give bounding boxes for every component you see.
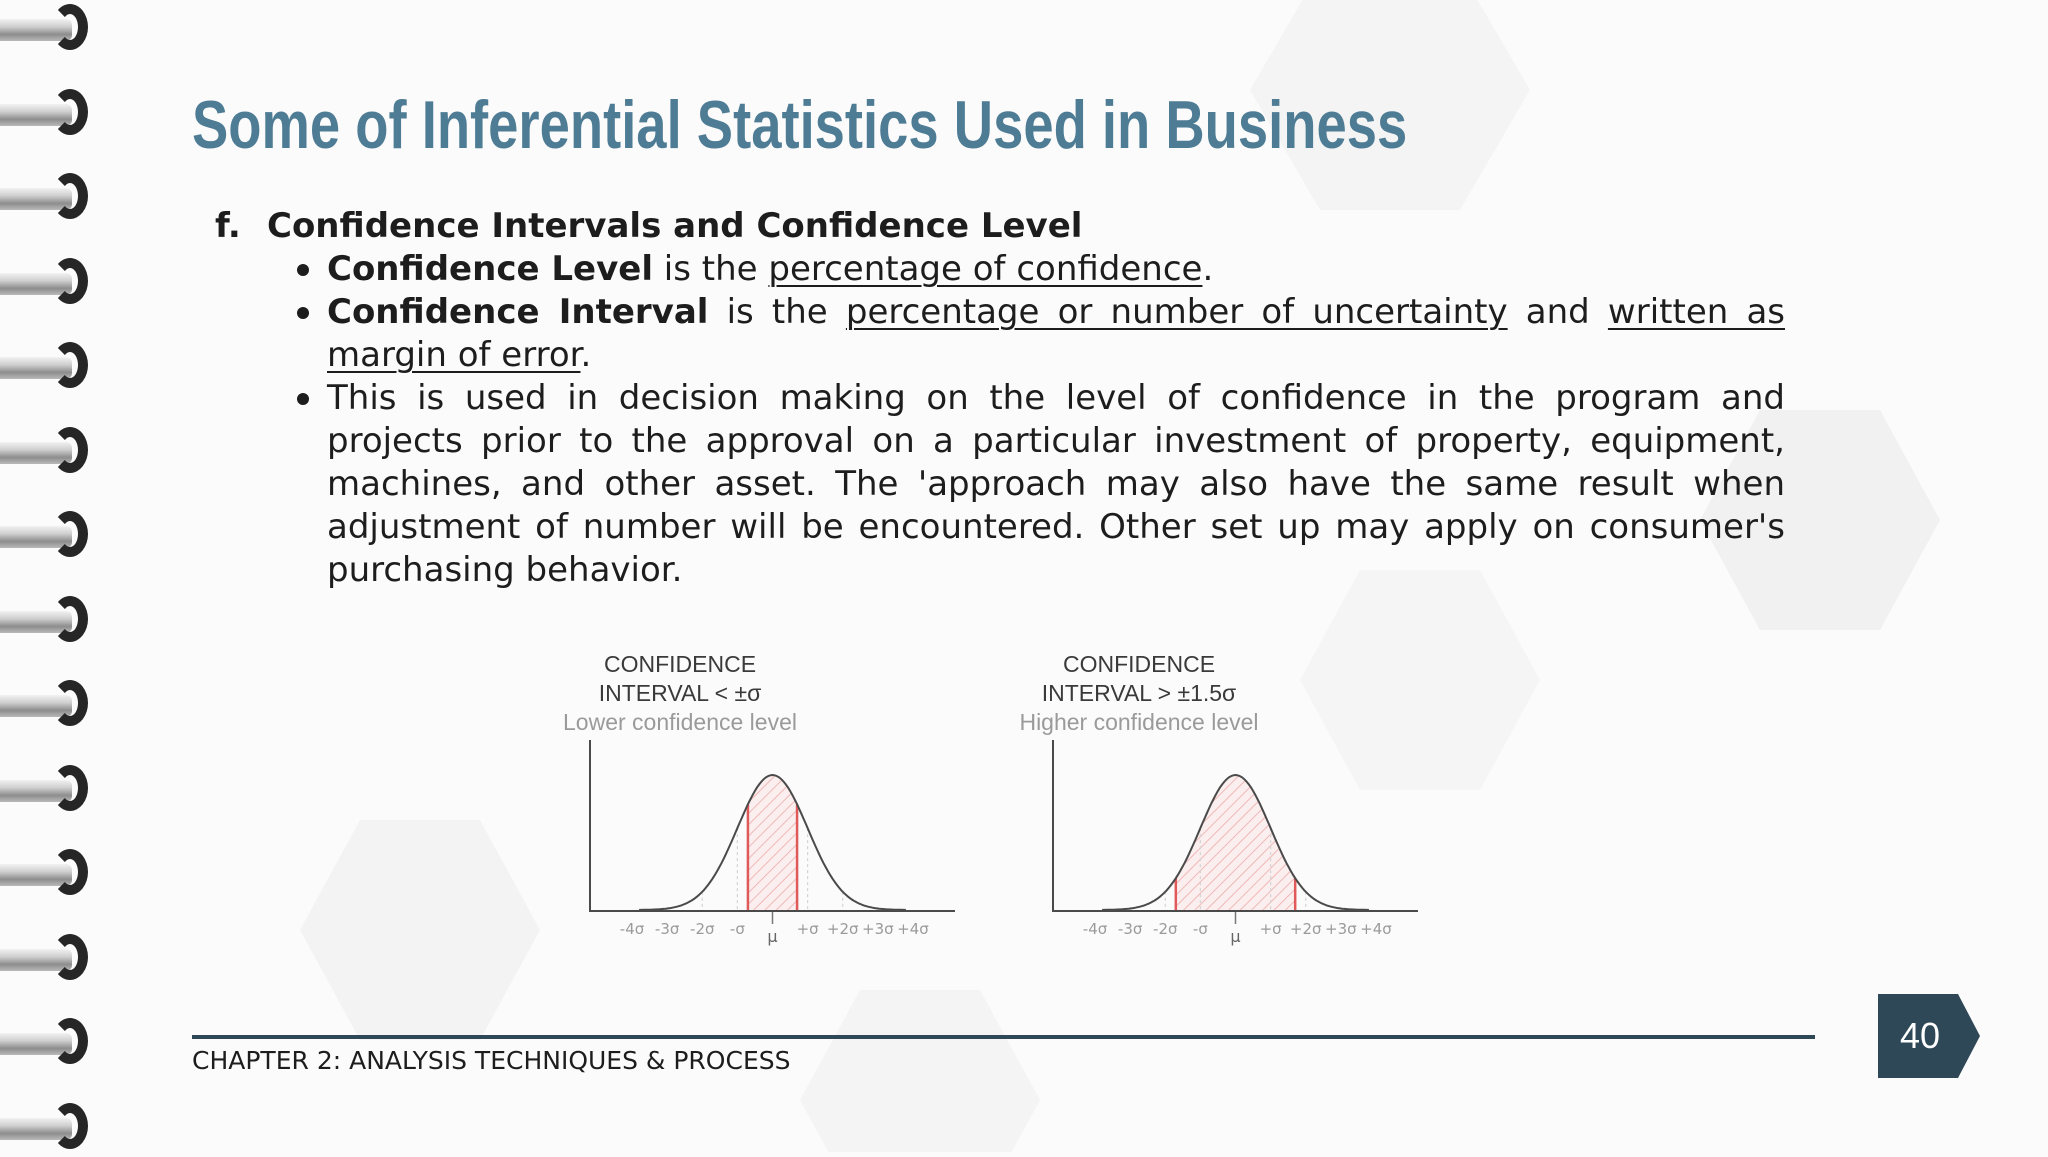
chart1-tick-label: +2σ [826,920,859,938]
chart2-tick-label: -σ [1192,920,1208,938]
spiral-ring [0,425,110,481]
bullet-text: and [1507,292,1608,332]
bell-curve-charts [500,620,1550,980]
section-heading [215,205,1785,248]
page-number-badge [1878,994,1983,1078]
chart1-subtitle: Lower confidence level [563,709,797,735]
chart2-title-line1: CONFIDENCE [1062,651,1216,677]
bullet-text: is the [652,249,769,289]
spiral-ring [0,763,110,819]
underlined-phrase: percentage or number of uncertainty [845,292,1508,332]
bullet-punctuation: . [1202,249,1214,289]
bullet-text: is the [708,292,846,332]
chart2-tick-label: -4σ [1082,920,1108,938]
term-confidence-level: Confidence Level [327,249,653,289]
spiral-ring [0,2,110,58]
chart1-title-line1: CONFIDENCE [603,651,757,677]
chart2-tick-label: +σ [1259,920,1282,938]
term-confidence-interval: Confidence Interval [327,292,709,332]
footer-divider [192,1035,1815,1039]
bullet-list [215,248,1785,592]
chart1-tick-label: -3σ [654,920,680,938]
chart1-interval-area [748,775,797,910]
chart2-tick-label: -2σ [1153,920,1178,938]
bullet-punctuation: . [580,335,592,375]
underlined-phrase: written as margin of error [327,292,1785,375]
spiral-ring [0,171,110,227]
bullet-confidence-interval [327,291,1785,377]
spiral-ring [0,678,110,734]
bullet-confidence-level [327,248,1785,291]
page-number: 40 [1899,1015,1941,1056]
chart2-tick-label: +3σ [1325,920,1357,938]
section-letter: f. [215,206,241,246]
chart1-title-line2: INTERVAL < ±σ [598,680,762,706]
chart2-subtitle: Higher confidence level [1019,709,1259,735]
chart2-tick-label: -3σ [1117,920,1143,938]
chart2-title-line2: INTERVAL > ±1.5σ [1041,680,1237,706]
chart1-tick-label: -4σ [619,920,645,938]
chart1-tick-label: +3σ [862,920,894,938]
spiral-ring [0,340,110,396]
chapter-footer: CHAPTER 2: ANALYSIS TECHNIQUES & PROCESS [192,1046,791,1075]
bullet-decision-making: This is used in decision making on the level of confidence in the program and projects prior to the approval on a particular investment of property, equipment, machines, and other asset. The 'approach may also have the same result when adjustment of number will be encountered. Other set up may apply on consumer's purchasing behavior. [327,378,1785,590]
spiral-ring [0,594,110,650]
chart1-tick-label: +4σ [897,920,929,938]
spiral-ring [0,509,110,565]
spiral-ring [0,847,110,903]
chart2-tick-label: +2σ [1289,920,1322,938]
chart2-mean-label: μ [1230,927,1241,946]
slide-content [215,205,1785,592]
chart2-tick-label: +4σ [1360,920,1392,938]
spiral-ring [0,1016,110,1072]
spiral-ring [0,1101,110,1157]
chart1-tick-label: +σ [796,920,819,938]
chart1-tick-label: -σ [729,920,745,938]
confidence-interval-figure [500,620,1550,980]
spiral-ring [0,932,110,988]
spiral-ring [0,87,110,143]
chart1-tick-label: -2σ [690,920,715,938]
section-heading-text: Confidence Intervals and Confidence Level [267,206,1083,246]
spiral-ring [0,256,110,312]
chart1-mean-label: μ [767,927,778,946]
page-title: Some of Inferential Statistics Used in Business [192,87,1408,163]
underlined-phrase: percentage of confidence [768,249,1203,289]
spiral-binding [0,0,110,1152]
